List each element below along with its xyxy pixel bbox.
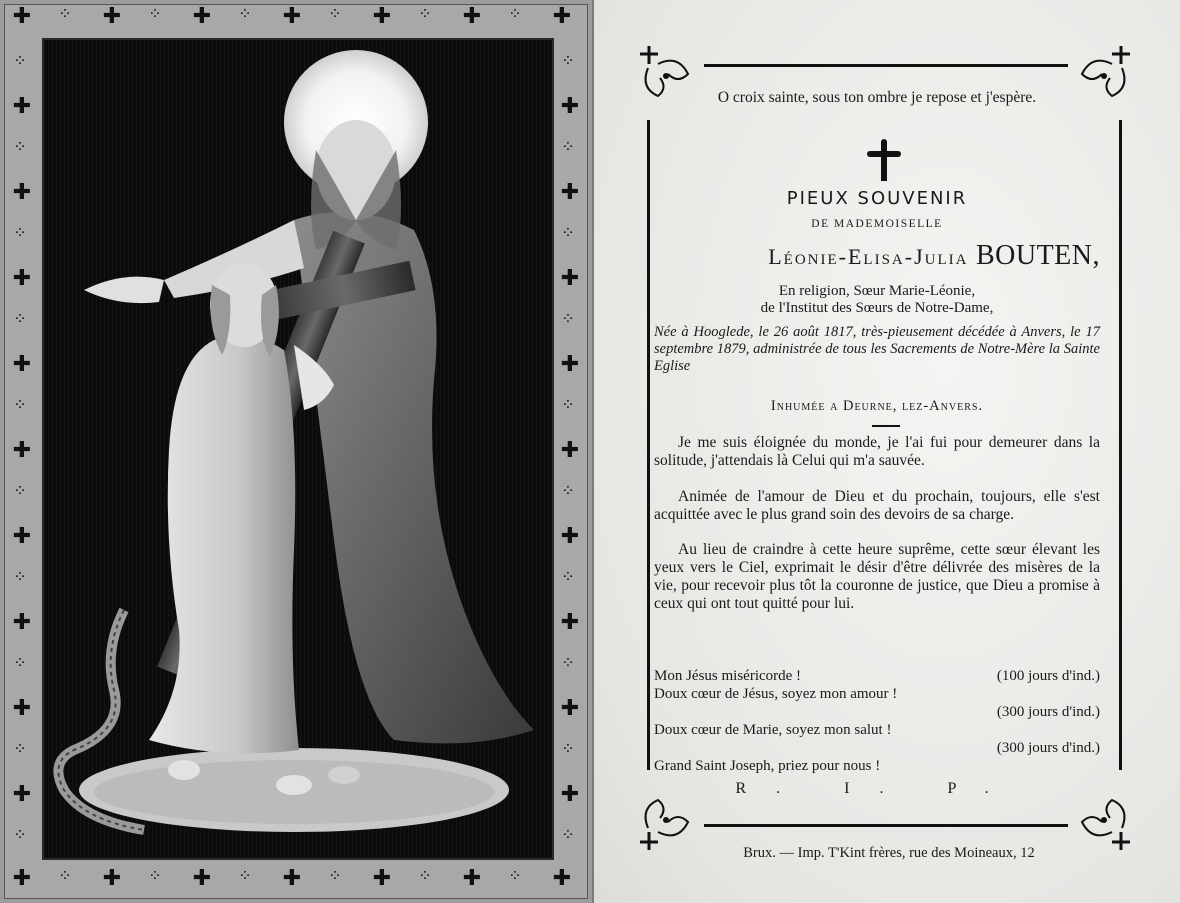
divider xyxy=(872,425,900,427)
prayer-3: Doux cœur de Marie, soyez mon salut ! xyxy=(654,722,892,738)
border-dot-ornament: ⁘ xyxy=(13,223,27,242)
border-cross-ornament: ✚ xyxy=(560,180,580,205)
card-title: PIEUX SOUVENIR xyxy=(786,188,968,209)
border-cross-ornament: ✚ xyxy=(12,866,32,891)
border-cross-ornament: ✚ xyxy=(560,352,580,377)
border-dot-ornament: ⁘ xyxy=(148,4,162,23)
border-dot-ornament: ⁘ xyxy=(13,567,27,586)
border-cross-ornament: ✚ xyxy=(12,94,32,119)
border-dot-ornament: ⁘ xyxy=(148,866,162,885)
border-cross-ornament: ✚ xyxy=(372,866,392,891)
prayer-3-indulgence: (300 jours d'ind.) xyxy=(996,740,1100,756)
frame-bottom-line xyxy=(704,824,1068,827)
border-cross-ornament: ✚ xyxy=(12,524,32,549)
border-cross-ornament: ✚ xyxy=(462,4,482,29)
border-dot-ornament: ⁘ xyxy=(13,51,27,70)
border-cross-ornament: ✚ xyxy=(560,610,580,635)
border-dot-ornament: ⁘ xyxy=(561,567,575,586)
border-cross-ornament: ✚ xyxy=(12,4,32,29)
border-dot-ornament: ⁘ xyxy=(328,866,342,885)
border-dot-ornament: ⁘ xyxy=(13,825,27,844)
border-dot-ornament: ⁘ xyxy=(13,481,27,500)
engraving-illustration xyxy=(44,40,556,862)
frame-left-line xyxy=(647,120,650,770)
border-cross-ornament: ✚ xyxy=(102,866,122,891)
border-cross-ornament: ✚ xyxy=(12,180,32,205)
border-dot-ornament: ⁘ xyxy=(238,4,252,23)
deceased-surname: BOUTEN, xyxy=(975,240,1100,271)
birth-death-text: Née à Hooglede, le 26 août 1817, très-pieusement décédée à Anvers, le 17 septembre 1879, administrée de tous les Sacrements de Notre-Mère la Sainte Eglise xyxy=(654,324,1100,374)
prayers xyxy=(654,667,1100,775)
corner-ornament-top-right xyxy=(1054,46,1134,126)
border-dot-ornament: ⁘ xyxy=(508,4,522,23)
border-dot-ornament: ⁘ xyxy=(238,866,252,885)
border-dot-ornament: ⁘ xyxy=(508,866,522,885)
religion-line-1: En religion, Sœur Marie-Léonie, xyxy=(778,283,976,299)
border-cross-ornament: ✚ xyxy=(560,696,580,721)
border-dot-ornament: ⁘ xyxy=(58,866,72,885)
border-cross-ornament: ✚ xyxy=(560,782,580,807)
frame-top-line xyxy=(704,64,1068,67)
corner-ornament-top-left xyxy=(636,46,716,126)
motto: O croix sainte, sous ton ombre je repose et j'espère. xyxy=(717,89,1037,106)
border-dot-ornament: ⁘ xyxy=(561,395,575,414)
border-dot-ornament: ⁘ xyxy=(328,4,342,23)
border-cross-ornament: ✚ xyxy=(12,352,32,377)
border-dot-ornament: ⁘ xyxy=(561,481,575,500)
border-cross-ornament: ✚ xyxy=(12,266,32,291)
prayer-2-indulgence: (300 jours d'ind.) xyxy=(996,704,1100,720)
border-cross-ornament: ✚ xyxy=(560,94,580,119)
holy-card-back xyxy=(594,0,1180,903)
frame-right-line xyxy=(1119,120,1122,770)
prayer-1: Mon Jésus miséricorde ! xyxy=(654,668,802,684)
prayer-4: Grand Saint Joseph, priez pour nous ! xyxy=(654,758,881,774)
border-cross-ornament: ✚ xyxy=(462,866,482,891)
border-cross-ornament: ✚ xyxy=(12,782,32,807)
border-dot-ornament: ⁘ xyxy=(13,739,27,758)
religious-name xyxy=(654,283,1100,317)
border-cross-ornament: ✚ xyxy=(560,266,580,291)
border-cross-ornament: ✚ xyxy=(282,866,302,891)
deceased-first-names: Léonie-Elisa-Julia xyxy=(768,244,969,269)
border-cross-ornament: ✚ xyxy=(560,438,580,463)
engraving-panel xyxy=(42,38,554,860)
border-cross-ornament: ✚ xyxy=(12,696,32,721)
border-cross-ornament: ✚ xyxy=(192,4,212,29)
border-cross-ornament: ✚ xyxy=(552,4,572,29)
border-dot-ornament: ⁘ xyxy=(561,137,575,156)
deceased-name xyxy=(654,240,1100,272)
burial-text: Inhumée a Deurne, lez-Anvers. xyxy=(770,398,984,414)
border-cross-ornament: ✚ xyxy=(12,610,32,635)
rip: R. I. P. xyxy=(735,780,1019,797)
child-robe xyxy=(149,337,299,754)
border-dot-ornament: ⁘ xyxy=(561,223,575,242)
border-dot-ornament: ⁘ xyxy=(58,4,72,23)
card-subtitle: DE MADEMOISELLE xyxy=(811,218,943,230)
border-dot-ornament: ⁘ xyxy=(561,739,575,758)
border-cross-ornament: ✚ xyxy=(372,4,392,29)
cross-icon xyxy=(866,139,902,183)
border-cross-ornament: ✚ xyxy=(192,866,212,891)
border-dot-ornament: ⁘ xyxy=(561,309,575,328)
border-dot-ornament: ⁘ xyxy=(13,653,27,672)
border-cross-ornament: ✚ xyxy=(282,4,302,29)
border-dot-ornament: ⁘ xyxy=(13,395,27,414)
border-dot-ornament: ⁘ xyxy=(561,825,575,844)
prayer-2: Doux cœur de Jésus, soyez mon amour ! xyxy=(654,686,898,702)
border-dot-ornament: ⁘ xyxy=(418,866,432,885)
paragraph-1: Je me suis éloignée du monde, je l'ai fui pour demeurer dans la solitude, j'attendais là Celui qui m'a sauvée. xyxy=(654,434,1100,469)
paragraph-2: Animée de l'amour de Dieu et du prochain, toujours, elle s'est acquittée avec le plus grand soin des devoirs de sa charge. xyxy=(654,488,1100,523)
border-dot-ornament: ⁘ xyxy=(561,653,575,672)
paragraph-3: Au lieu de craindre à cette heure suprême, cette sœur élevant les yeux vers le Ciel, exprimait le désir d'être délivrée des misères de la vie, pour recevoir plus tôt la couronne de justice, que Dieu a promise à ceux qui ont tout quitté pour lui. xyxy=(654,541,1100,612)
border-cross-ornament: ✚ xyxy=(102,4,122,29)
border-dot-ornament: ⁘ xyxy=(561,51,575,70)
border-cross-ornament: ✚ xyxy=(12,438,32,463)
printer-line: Brux. — Imp. T'Kint frères, rue des Moineaux, 12 xyxy=(743,845,1035,861)
border-dot-ornament: ⁘ xyxy=(418,4,432,23)
border-cross-ornament: ✚ xyxy=(552,866,572,891)
border-dot-ornament: ⁘ xyxy=(13,309,27,328)
border-cross-ornament: ✚ xyxy=(560,524,580,549)
prayer-1-indulgence: (100 jours d'ind.) xyxy=(996,668,1100,684)
border-dot-ornament: ⁘ xyxy=(13,137,27,156)
religion-line-2: de l'Institut des Sœurs de Notre-Dame, xyxy=(760,300,994,316)
